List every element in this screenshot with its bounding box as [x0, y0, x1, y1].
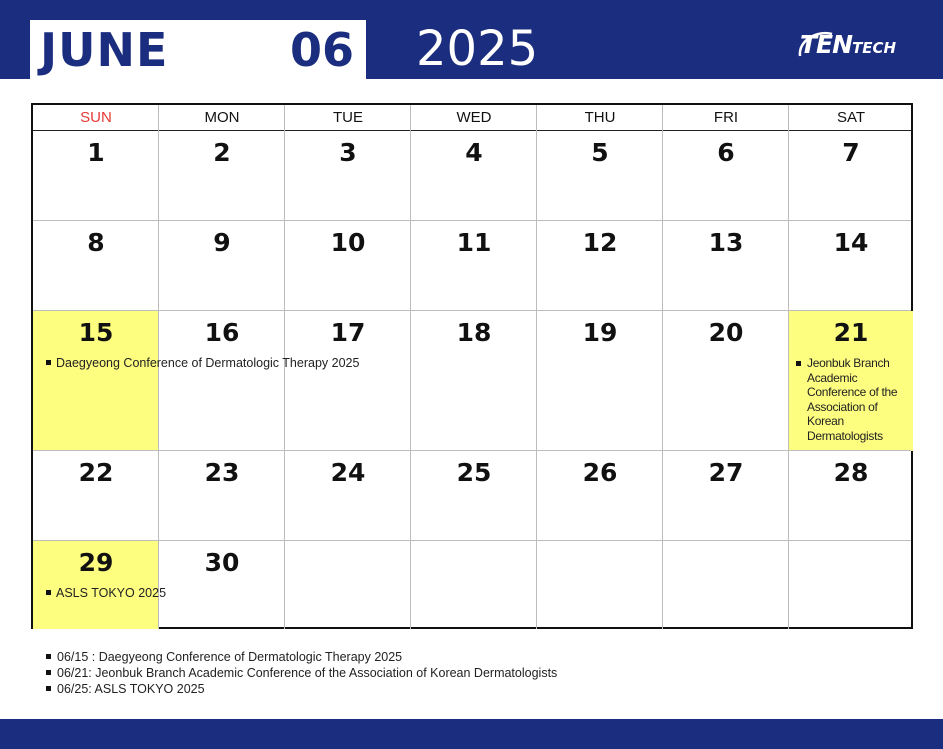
day-number: 25	[456, 458, 492, 487]
day-cell[interactable]	[411, 311, 537, 451]
footer-bar	[0, 719, 943, 749]
calendar-grid	[31, 103, 913, 629]
day-number: 5	[591, 138, 609, 167]
bullet-square-icon	[796, 361, 801, 366]
day-number: 23	[204, 458, 240, 487]
bullet-square-icon	[46, 654, 51, 659]
day-number: 27	[708, 458, 744, 487]
day-number: 12	[582, 228, 618, 257]
day-cell[interactable]	[789, 131, 913, 221]
day-cell[interactable]	[663, 131, 789, 221]
logo-sub: TECH	[852, 39, 897, 57]
day-cell[interactable]	[159, 311, 285, 451]
day-cell[interactable]	[411, 131, 537, 221]
day-number: 2	[213, 138, 231, 167]
day-cell[interactable]	[663, 221, 789, 311]
note-item	[46, 681, 557, 697]
day-number: 8	[87, 228, 105, 257]
day-number: 7	[842, 138, 860, 167]
day-cell[interactable]	[537, 221, 663, 311]
bullet-square-icon	[46, 686, 51, 691]
day-number: 14	[833, 228, 869, 257]
day-cell[interactable]	[663, 311, 789, 451]
day-number: 20	[708, 318, 744, 347]
day-cell[interactable]	[285, 221, 411, 311]
day-number: 11	[456, 228, 492, 257]
bullet-square-icon	[46, 670, 51, 675]
bullet-square-icon	[46, 590, 51, 595]
weekday-header-row	[33, 105, 911, 131]
day-number: 10	[330, 228, 366, 257]
note-item	[46, 649, 557, 665]
day-number: 21	[833, 318, 869, 347]
day-number: 18	[456, 318, 492, 347]
day-cell[interactable]	[285, 451, 411, 541]
day-cell-empty	[285, 541, 411, 629]
day-number: 6	[717, 138, 735, 167]
note-text: 06/21: Jeonbuk Branch Academic Conference of the Association of Korean Dermatologists	[57, 666, 558, 680]
day-cell[interactable]	[789, 451, 913, 541]
day-number: 24	[330, 458, 366, 487]
logo-main: TEN	[800, 30, 853, 59]
weekday-fri: FRI	[713, 109, 739, 126]
day-cell[interactable]	[159, 221, 285, 311]
day-number: 19	[582, 318, 618, 347]
day-number: 15	[78, 318, 114, 347]
day-cell[interactable]	[33, 451, 159, 541]
weekday-sun: SUN	[80, 109, 112, 126]
month-box	[30, 20, 366, 79]
day-cell[interactable]	[663, 451, 789, 541]
event-label: Daegyeong Conference of Dermatologic Therapy 2025	[56, 356, 360, 370]
weekday-wed: WED	[456, 109, 492, 126]
day-number: 22	[78, 458, 114, 487]
day-number: 4	[465, 138, 483, 167]
note-text: 06/25: ASLS TOKYO 2025	[57, 682, 205, 696]
bullet-square-icon	[46, 360, 51, 365]
logo-swoosh-icon	[796, 26, 836, 66]
month-name: JUNE	[40, 23, 169, 77]
day-cell[interactable]	[33, 131, 159, 221]
day-number: 1	[87, 138, 105, 167]
day-number: 13	[708, 228, 744, 257]
day-cell-empty	[537, 541, 663, 629]
day-cell[interactable]	[159, 131, 285, 221]
day-number: 3	[339, 138, 357, 167]
day-number: 30	[204, 548, 240, 577]
day-cell[interactable]	[537, 131, 663, 221]
day-cell[interactable]	[411, 221, 537, 311]
day-number: 16	[204, 318, 240, 347]
weekday-mon: MON	[204, 109, 240, 126]
event-notes-list	[46, 649, 557, 697]
weekday-tue: TUE	[333, 109, 363, 126]
day-number: 17	[330, 318, 366, 347]
day-number: 29	[78, 548, 114, 577]
day-cell[interactable]	[789, 221, 913, 311]
weekday-sat: SAT	[836, 109, 866, 126]
event-jun21[interactable]	[807, 356, 911, 443]
weekday-thu: THU	[584, 109, 616, 126]
day-cell[interactable]	[285, 131, 411, 221]
note-text: 06/15 : Daegyeong Conference of Dermatologic Therapy 2025	[57, 650, 403, 664]
day-cell-empty	[411, 541, 537, 629]
day-cell[interactable]	[33, 221, 159, 311]
event-jun29[interactable]	[46, 586, 166, 600]
header-bar	[0, 0, 943, 79]
event-label: ASLS TOKYO 2025	[56, 586, 167, 600]
day-cell-empty	[663, 541, 789, 629]
day-cell[interactable]	[537, 311, 663, 451]
day-cell-empty	[789, 541, 913, 629]
day-cell[interactable]	[33, 311, 159, 451]
day-cell[interactable]	[285, 311, 411, 451]
day-cell[interactable]	[411, 451, 537, 541]
event-label: Jeonbuk Branch Academic Conference of the Association of Korean Dermatologists	[807, 356, 898, 443]
day-cell[interactable]	[33, 541, 159, 629]
day-cell[interactable]	[159, 451, 285, 541]
year-label: 2025	[416, 21, 539, 77]
month-number: 06	[289, 23, 354, 77]
day-cell[interactable]	[537, 451, 663, 541]
day-number: 26	[582, 458, 618, 487]
event-jun15[interactable]	[46, 356, 359, 370]
day-number: 28	[833, 458, 869, 487]
day-number: 9	[213, 228, 231, 257]
note-item	[46, 665, 557, 681]
day-cell[interactable]	[159, 541, 285, 629]
